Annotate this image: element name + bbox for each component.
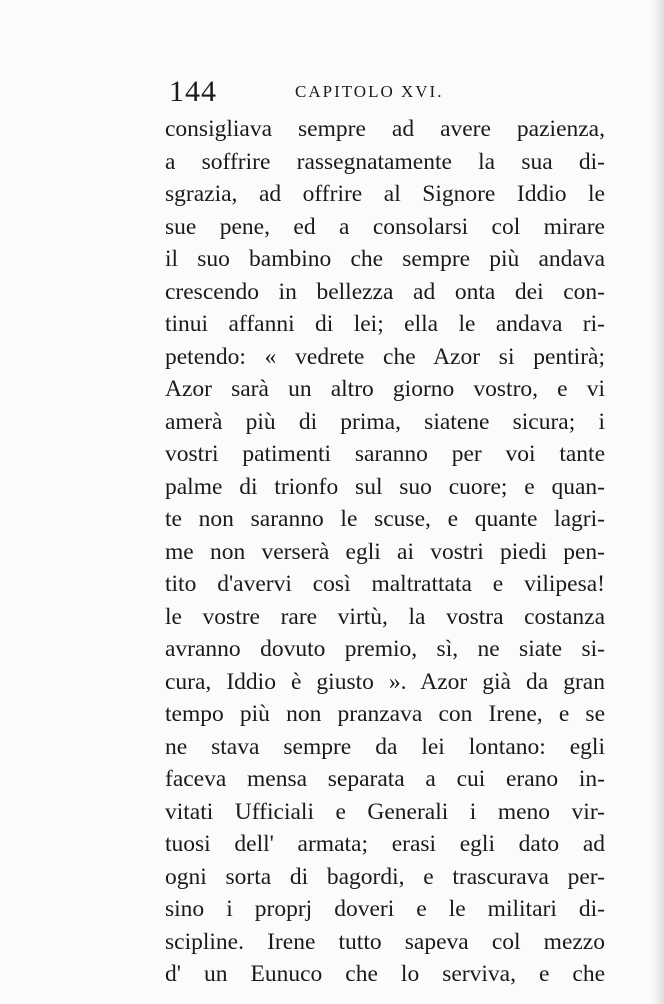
text-line: d' un Eunuco che lo serviva, e che [165, 961, 605, 987]
text-line: vostri patimenti saranno per voi tante [165, 441, 605, 467]
text-line: me non verserà egli ai vostri piedi pen- [165, 538, 605, 565]
text-line: a soffrire rassegnatamente la sua di- [165, 148, 605, 175]
text-line: cura, Iddio è giusto ». Azor già da gran [165, 668, 605, 695]
text-line: tuosi dell' armata; erasi egli dato ad [165, 831, 605, 857]
text-line: te non saranno le scuse, e quante lagri- [165, 506, 605, 532]
page-header [165, 72, 605, 112]
body-text [165, 113, 605, 991]
text-line: avranno dovuto premio, sì, ne siate si- [165, 636, 605, 662]
text-line: crescendo in bellezza ad onta dei con- [165, 278, 605, 305]
text-line: petendo: « vedrete che Azor si pentirà; [165, 343, 605, 370]
text-line: ne stava sempre da lei lontano: egli [165, 733, 605, 760]
text-line: consigliava sempre ad avere pazienza, [165, 116, 605, 142]
page-number: 144 [169, 75, 217, 108]
text-line: le vostre rare virtù, la vostra costanza [165, 603, 605, 630]
text-line: ogni sorta di bagordi, e trascurava per- [165, 863, 605, 890]
text-line: faceva mensa separata a cui erano in- [165, 766, 605, 792]
text-line: tito d'avervi così maltrattata e vilipesa! [165, 571, 605, 597]
text-line: sgrazia, ad offrire al Signore Iddio le [165, 181, 605, 207]
text-line: sino i proprj doveri e le militari di- [165, 896, 605, 922]
running-title: CAPITOLO XVI. [295, 82, 444, 101]
text-line: Azor sarà un altro giorno vostro, e vi [165, 376, 605, 402]
text-line: il suo bambino che sempre più andava [165, 246, 605, 272]
text-line: sue pene, ed a consolarsi col mirare [165, 213, 605, 240]
text-line: vitati Ufficiali e Generali i meno vir- [165, 798, 605, 825]
text-line: tinui affanni di lei; ella le andava ri- [165, 311, 605, 337]
text-line: scipline. Irene tutto sapeva col mezzo [165, 928, 605, 955]
page-edge-shadow [650, 0, 664, 1004]
text-line: palme di trionfo sul suo cuore; e quan- [165, 473, 605, 500]
text-line: tempo più non pranzava con Irene, e se [165, 701, 605, 727]
text-line: amerà più di prima, siatene sicura; i [165, 408, 605, 435]
